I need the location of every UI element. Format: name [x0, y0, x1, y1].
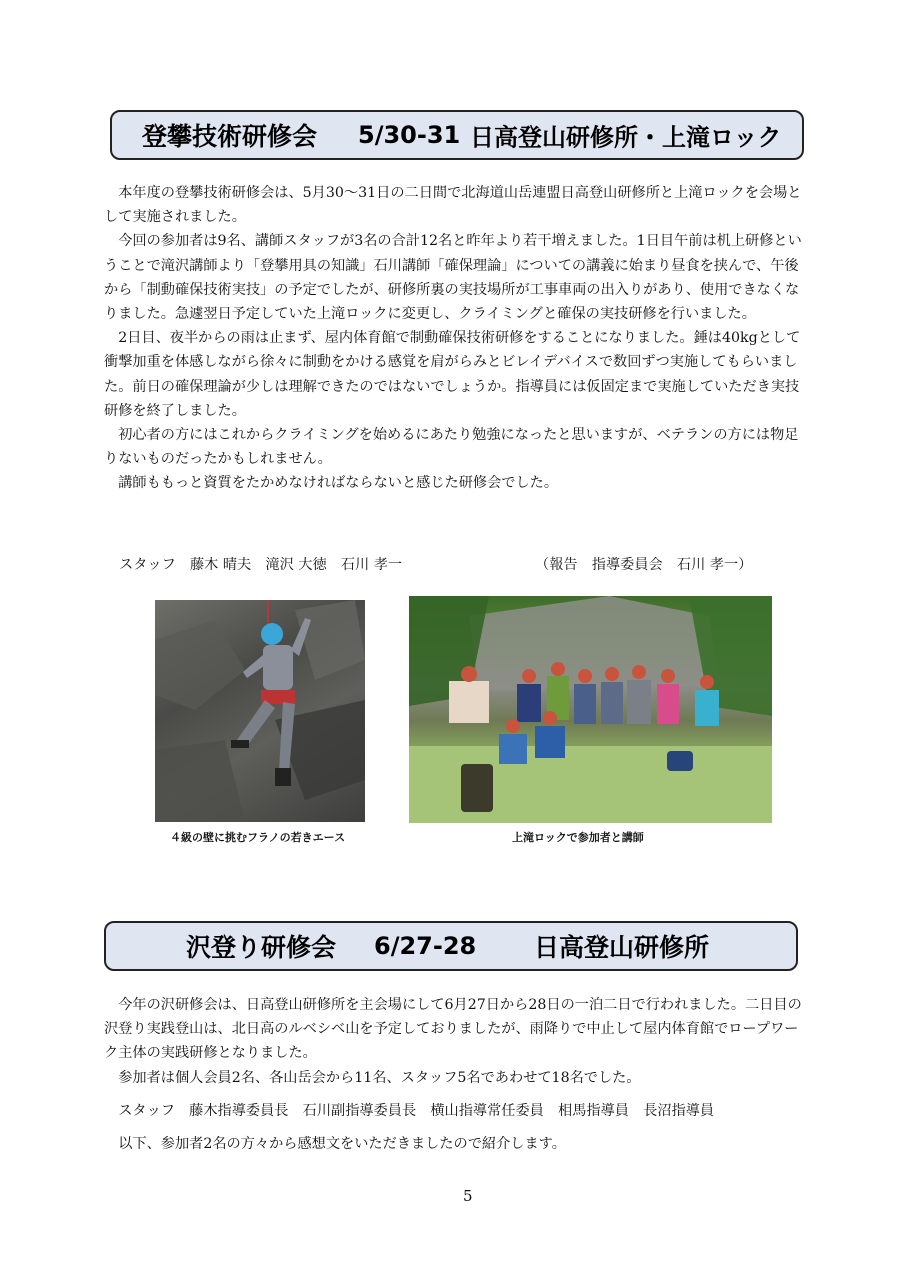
section-dates: 6/27-28	[374, 932, 477, 960]
section-title-banner	[104, 921, 798, 971]
photo-caption: ４級の壁に挑むフラノの若きエース	[170, 831, 346, 844]
section-title-banner	[110, 110, 804, 160]
section-location: 日高登山研修所・上滝ロック	[470, 123, 782, 152]
paragraph: 講師ももっと資質をたかめなければならないと感じた研修会でした。	[118, 475, 559, 492]
climbing-photo-illustration	[155, 600, 365, 822]
report-credit: （報告 指導委員会 石川 孝一）	[535, 557, 753, 573]
section-dates: 5/30-31	[358, 121, 461, 149]
section-title: 登攀技術研修会	[142, 122, 318, 151]
climbing-photo	[155, 600, 365, 822]
group-photo-illustration	[409, 596, 772, 823]
paragraph: 参加者は個人会員2名、各山岳会から11名、スタッフ5名であわせて18名でした。	[118, 1069, 641, 1086]
section-body	[104, 993, 806, 1156]
paragraph: 本年度の登攀技術研修会は、5月30〜31日の二日間で北海道山岳連盟日高登山研修所と上滝ロックを会場として実施されました。	[104, 185, 802, 226]
spacer	[104, 1123, 806, 1132]
paragraph: 2日目、夜半からの雨は止まず、屋内体育館で制動確保技術研修をすることになりました。錘は40kgとして衝撃加重を体感しながら徐々に制動をかける感覚を肩がらみとビレイデバイスで数回ずつ実施してもらいました。前日の確保理論が少しは理解できたのではないでしょうか。指導員には仮固定まで実施していただき実技研修を終了しました。	[104, 330, 801, 419]
section-body	[104, 181, 806, 496]
section-location: 日高登山研修所	[534, 933, 710, 962]
paragraph: 初心者の方にはこれからクライミングを始めるにあたり勉強になったと思いますが、ベテランの方には物足りないものだったかもしれません。	[104, 427, 799, 468]
spacer	[104, 1090, 806, 1099]
staff-list: スタッフ 藤木指導委員長 石川副指導委員長 横山指導常任委員 相馬指導員 長沼指導員	[118, 1102, 715, 1119]
section-title: 沢登り研修会	[186, 933, 337, 962]
page-number: 5	[463, 1187, 473, 1205]
paragraph: 以下、参加者2名の方々から感想文をいただきましたので紹介します。	[118, 1136, 566, 1153]
group-photo	[409, 596, 772, 823]
photo-caption: 上滝ロックで参加者と講師	[512, 831, 644, 844]
paragraph: 今回の参加者は9名、講師スタッフが3名の合計12名と昨年より若干増えました。1日目午前は机上研修ということで滝沢講師より「登攀用具の知識」石川講師「確保理論」についての講義に始まり昼食を挟んで、午後から「制動確保技術実技」の予定でしたが、研修所裏の実技場所が工事車両の出入りがあり、使用できなくなりました。急遽翌日予定していた上滝ロックに変更し、クライミングと確保の実技研修を行いました。	[104, 233, 802, 323]
paragraph: 今年の沢研修会は、日高登山研修所を主会場にして6月27日から28日の一泊二日で行われました。二日目の沢登り実践登山は、北日高のルベシベ山を予定しておりましたが、雨降りで中止して屋内体育館でロープワーク主体の実践研修となりました。	[104, 997, 802, 1062]
staff-list: スタッフ 藤木 晴夫 滝沢 大徳 石川 孝一	[119, 557, 403, 573]
